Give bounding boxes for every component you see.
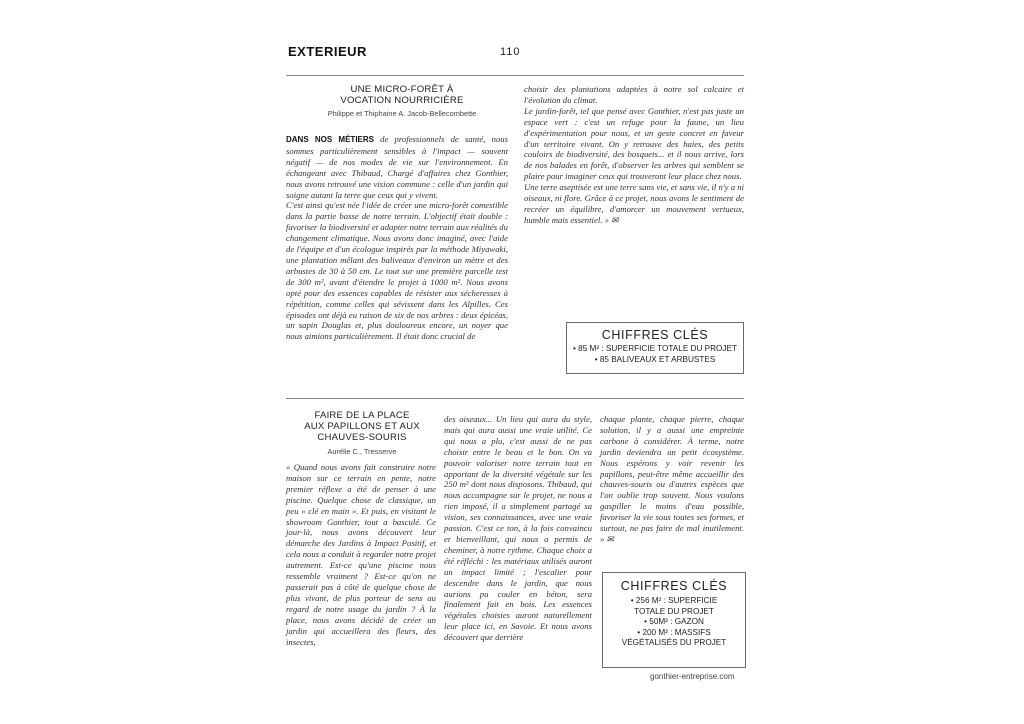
key-figure-item: • 85 M² : SUPERFICIE TOTALE DU PROJET — [573, 344, 737, 353]
paragraph: Le jardin-forêt, tel que pensé avec Gonthier, n'est pas juste un espace vert : c'est un refuge pour la faune, un lieu d'expérimentation pour nous, et un geste concret en faveur d'un territoire vivant. On y retrouve des haies, des petits couloirs de biodiversité, des bosquets... et il nous arrive, lors de nos balades en forêt, d'observer les arbres qui semblent se plaire pour imaginer ceux qui trouveront leur place chez nous. — [524, 105, 744, 182]
article-column-3 — [600, 414, 744, 545]
article-title — [314, 84, 490, 106]
article-2 — [286, 400, 744, 686]
paragraph: choisir des plantations adaptées à notre sol calcaire et l'évolution du climat. — [524, 84, 744, 105]
article-title-line: VOCATION NOURRICIÈRE — [340, 95, 464, 106]
paragraph: chaque plante, chaque pierre, chaque solution, il y a aussi une empreinte carbone à considérer. À terme, notre jardin deviendra un petit écosystème. Nous espérons y voir revenir les papillons, peut-être même accueillir des chauves-souris ou d'autres espèces que l'on oublie trop souvent. Nous voulons gaspiller le moins d'eau possible, favoriser la vie sous toutes ses formes, et surtout, ne pas faire de mal inutilement. » ✉ — [600, 414, 744, 544]
paragraph: de professionnels de santé, nous sommes particulièrement sensibles à l'impact — souvent négatif — de nos modes de vie sur l'environnement. En échangeant avec Thibaud, Chargé d'affaires chez Gonthier, nous avons retrouvé une vision commune : celle d'un jardin qui soigne autant la terre que ceux qui y vivent. — [286, 134, 509, 200]
key-figure-item: TOTALE DU PROJET — [634, 606, 714, 616]
key-figure-item: • 200 M² : MASSIFS — [637, 627, 711, 637]
key-figure-item: • 85 BALIVEAUX ET ARBUSTES — [594, 354, 716, 364]
article-title — [286, 410, 438, 443]
key-figures-box — [602, 572, 746, 668]
section-divider — [286, 398, 744, 399]
key-figure-item: VÉGÉTALISÉS DU PROJET — [621, 638, 727, 647]
article-column-2 — [444, 414, 592, 643]
article-title-line: CHAUVES-SOURIS — [317, 432, 407, 443]
article-title-line: UNE MICRO-FORÊT À — [350, 84, 454, 95]
article-column-1 — [286, 462, 436, 647]
article-column-1 — [286, 134, 508, 342]
article-column-2 — [524, 84, 744, 226]
article-1 — [286, 76, 744, 380]
article-author: Aurélie C., Tresserve — [327, 447, 397, 456]
key-figures-box — [566, 322, 744, 374]
article-title-line: AUX PAPILLONS ET AUX — [304, 421, 420, 432]
section-label: EXTERIEUR — [288, 44, 367, 59]
key-figures-title: CHIFFRES CLÉS — [620, 579, 728, 593]
key-figure-item: • 256 M² : SUPERFICIE — [630, 596, 718, 605]
article-author: Philippe et Thiphaine A. Jacob-Bellecombette — [327, 109, 477, 118]
key-figures-title: CHIFFRES CLÉS — [601, 328, 709, 342]
paragraph: C'est ainsi qu'est née l'idée de créer une micro-forêt comestible dans la partie basse de notre terrain. L'objectif était double : favoriser la biodiversité et adapter notre terrain aux réalités du changement climatique. Nous avons donc imaginé, avec l'aide de l'équipe et d'un écologue inspirés par la méthode Miyawaki, une plantation mêlant des baliveaux d'environ un mètre et des arbustes de 30 à 50 cm. Le tout sur une première parcelle test de 300 m², avant d'étendre le projet à 1000 m². Nous avons opté pour des essences capables de résister aux sécheresses à répétition, comme celles qui sévissent dans les Alpilles. Ces épisodes ont déjà eu raison de six de nos arbres : deux épicéas, un sapin Douglas et, plus douloureux encore, un noyer que nous aimions particulièrement. Il était donc crucial de — [286, 200, 508, 342]
paragraph: Une terre aseptisée est une terre sans vie, et sans vie, il n'y a ni oiseaux, ni flore. Grâce à ce projet, nous avons le sentiment de recréer un équilibre, d'amorcer un mouvement vertueux, humble mais essentiel. » ✉ — [524, 182, 744, 225]
key-figure-item: • 50M² : GAZON — [644, 617, 704, 626]
website-credit: gonthier-entreprise.com — [650, 672, 735, 681]
article-title-line: FAIRE DE LA PLACE — [314, 410, 410, 421]
paragraph: « Quand nous avons fait construire notre maison sur ce terrain en pente, notre premier réflexe a été de penser à une piscine. Quelque chose de classique, un peu « clé en main ». Et puis, en visitant le showroom Gonthier, tout a basculé. Ce jour-là, nous avons découvert leur démarche des Jardins à Impact Positif, et cela nous a conduit à regarder notre projet autrement. Est-ce qu'une piscine nous ressemble vraiment ? Est-ce qu'on ne passerait pas à côté de quelque chose de plus vivant, de plus porteur de sens au regard de notre usage du jardin ? À la place, nous avons décidé de créer un jardin qui accueillera des fleurs, des insectes, — [286, 462, 436, 647]
page-number: 110 — [500, 46, 521, 58]
lead-in: DANS NOS MÉTIERS — [286, 135, 374, 144]
paragraph: des oiseaux... Un lieu qui aura du style, mais qui aura aussi une vraie utilité. Ce qui nous a plu, c'est aussi de ne pas choisir entre le beau et le bon. On va pouvoir valoriser notre terrain tout en apportant de la diversité végétale sur les 250 m² dont nous disposons. Thibaud, qui nous accompagne sur le projet, ne nous a rien imposé, il a simplement partagé sa vision, ses connaissances, avec une vraie passion. C'est ce ton, à la fois convaincu et bienveillant, qui nous a permis de cheminer, à notre rythme. Chaque choix a été réfléchi : les matériaux utilisés auront un impact limité ; l'escalier pour descendre dans le jardin, que nous aurions pu couler en béton, sera finalement fait en bois. Les essences végétales choisies auront naturellement leur place ici, en Savoie. Et nous avons découvert que derrière — [444, 414, 592, 643]
